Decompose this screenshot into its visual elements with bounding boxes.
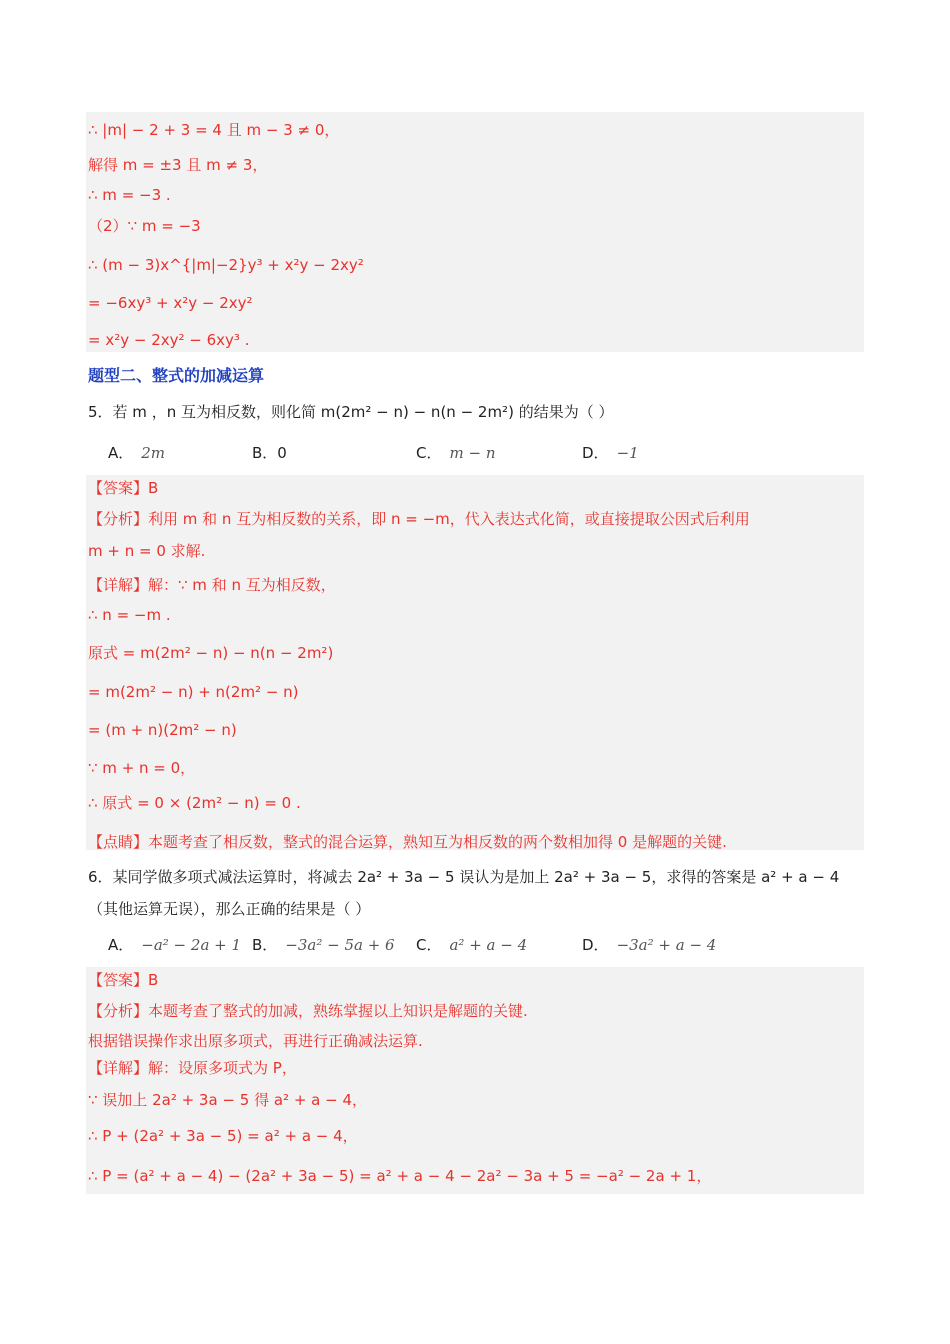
sol-prev-line: = x²y − 2xy² − 6xy³ .	[88, 331, 250, 349]
option-label: D．	[582, 936, 609, 954]
option-value: m − n	[449, 444, 496, 462]
option-label: B．	[252, 936, 278, 954]
sol-prev-line: ∴ (m − 3)x^{|m|−2}y³ + x²y − 2xy²	[88, 256, 364, 274]
q6-detail-line: ∴ P = (a² + a − 4) − (2a² + 3a − 5) = a² + a − 4 − 2a² − 3a + 5 = −a² − 2a + 1，	[88, 1167, 712, 1185]
q5-detail-line: ∴ 原式 = 0 × (2m² − n) = 0 .	[88, 794, 301, 812]
option-value: −a² − 2a + 1	[141, 936, 242, 954]
q6-answer: 【答案】B	[88, 971, 159, 989]
q5-detail-line: 原式 = m(2m² − n) − n(n − 2m²)	[88, 644, 334, 662]
q6-option-a	[108, 935, 241, 955]
option-label: C．	[416, 936, 442, 954]
q6-option-d	[582, 935, 716, 955]
sol-prev-line: = −6xy³ + x²y − 2xy²	[88, 294, 253, 312]
q5-analysis-cont: m + n = 0 求解.	[88, 542, 206, 560]
sol-prev-line: ∴ |m| − 2 + 3 = 4 且 m − 3 ≠ 0，	[88, 121, 340, 139]
option-label: A．	[108, 444, 134, 462]
q6-stem-cont: （其他运算无误），那么正确的结果是（ ）	[88, 900, 371, 918]
q5-comment: 【点睛】本题考查了相反数，整式的混合运算，熟知互为相反数的两个数相加得 0 是解题的关键.	[88, 833, 727, 851]
sol-prev-line: （2）∵ m = −3	[88, 217, 201, 235]
q5-detail-line: ∴ n = −m .	[88, 606, 171, 624]
q5-option-c	[416, 443, 495, 463]
q6-option-b	[252, 935, 395, 955]
option-value: 2m	[141, 444, 166, 462]
q5-option-d	[582, 443, 639, 463]
q6-stem: 6．某同学做多项式减法运算时，将减去 2a² + 3a − 5 误认为是加上 2a² + 3a − 5，求得的答案是 a² + a − 4	[88, 868, 840, 886]
q5-option-b	[252, 443, 287, 463]
q5-detail-line: = (m + n)(2m² − n)	[88, 721, 237, 739]
q6-detail-line: ∵ 误加上 2a² + 3a − 5 得 a² + a − 4，	[88, 1091, 368, 1109]
q5-detail-line: 【详解】解：∵ m 和 n 互为相反数，	[88, 576, 336, 594]
option-value: −3a² + a − 4	[616, 936, 717, 954]
option-label: C．	[416, 444, 442, 462]
q5-analysis: 【分析】利用 m 和 n 互为相反数的关系，即 n = −m，代入表达式化简，或直接提取公因式后利用	[88, 510, 750, 528]
q5-answer: 【答案】B	[88, 479, 159, 497]
option-value: −1	[616, 444, 639, 462]
option-value: 0	[277, 444, 287, 462]
q6-detail-line: ∴ P + (2a² + 3a − 5) = a² + a − 4，	[88, 1127, 358, 1145]
q6-analysis-cont: 根据错误操作求出原多项式，再进行正确减法运算.	[88, 1032, 423, 1050]
q5-detail-line: = m(2m² − n) + n(2m² − n)	[88, 683, 299, 701]
sol-prev-line: ∴ m = −3 .	[88, 186, 171, 204]
q5-stem: 5．若 m ，n 互为相反数，则化简 m(2m² − n) − n(n − 2m²) 的结果为（ ）	[88, 403, 614, 421]
solution-block-prev	[86, 112, 864, 352]
option-label: A．	[108, 936, 134, 954]
sol-prev-line: 解得 m = ±3 且 m ≠ 3，	[88, 156, 268, 174]
q6-option-c	[416, 935, 527, 955]
option-value: a² + a − 4	[449, 936, 528, 954]
q5-option-a	[108, 443, 165, 463]
section-title: 题型二、整式的加减运算	[88, 366, 265, 385]
q6-detail-line: 【详解】解：设原多项式为 P，	[88, 1059, 297, 1077]
q6-analysis: 【分析】本题考查了整式的加减，熟练掌握以上知识是解题的关键.	[88, 1002, 528, 1020]
option-label: B．	[252, 444, 278, 462]
q5-detail-line: ∵ m + n = 0，	[88, 759, 196, 777]
option-label: D．	[582, 444, 609, 462]
option-value: −3a² − 5a + 6	[285, 936, 395, 954]
